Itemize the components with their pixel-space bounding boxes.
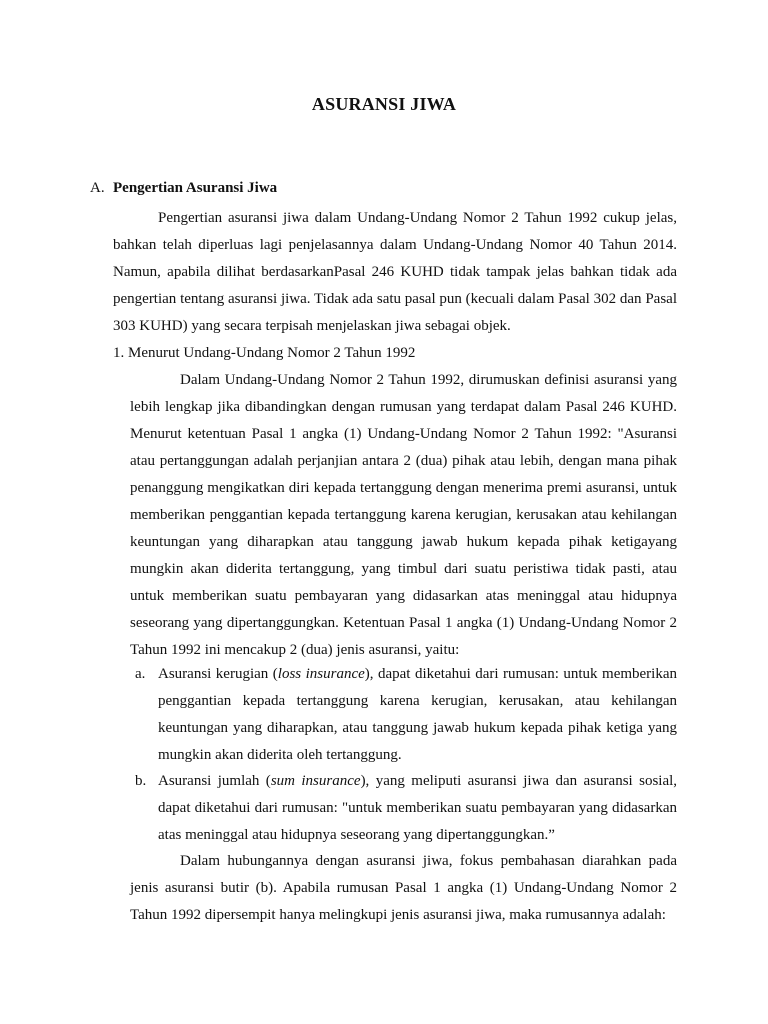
subsection-1-paragraph: Dalam Undang-Undang Nomor 2 Tahun 1992, dirumuskan definisi asuransi yang lebih lengkap jika dibandingkan dengan rumusan yang terdapat dalam Pasal 246 KUHD. Menurut ketentuan Pasal 1 angka (1) Undang-Undang Nomor 2 Tahun 1992: "Asuransi atau pertanggungan adalah perjanjian antara 2 (dua) pihak atau lebih, dengan mana pihak penanggung mengikatkan diri kepada tertanggung dengan menerima premi asuransi, untuk memberikan penggantian kepada tertanggung karena kerugian, kerusakan atau kehilangan keuntungan yang diharapkan atau tanggung jawab hukum kepada pihak ketigayang mungkin akan diderita tertanggung, yang timbul dari suatu peristiwa tidak pasti, atau untuk memberikan suatu pembayaran yang didasarkan atas meninggal atau hidupnya seseorang yang dipertanggungkan. Ketentuan Pasal 1 angka (1) Undang-Undang Nomor 2 Tahun 1992 ini mencakup 2 (dua) jenis asuransi, yaitu: bbox=[130, 372, 677, 658]
list-item-b-after: ), yang meliputi asuransi jiwa dan asuransi sosial, dapat diketahui dari rumusan: "untuk memberikan suatu pembayaran yang didasarkan atas meninggal atau hidupnya seseorang yang dipertanggungkan.” bbox=[158, 773, 678, 843]
list-item-b-before: Asuransi jumlah ( bbox=[158, 773, 271, 789]
list-item-b-emphasis: sum insurance bbox=[270, 773, 361, 789]
section-a-letter: A. bbox=[90, 180, 105, 196]
subsection-1-heading: 1. Menurut Undang-Undang Nomor 2 Tahun 1992 bbox=[113, 345, 416, 361]
list-marker-b: b. bbox=[135, 773, 147, 789]
list-item-b-text bbox=[158, 768, 677, 849]
section-a-paragraph: Pengertian asuransi jiwa dalam Undang-Undang Nomor 2 Tahun 1992 cukup jelas, bahkan telah diperluas lagi penjelasannya dalam Undang-Undang Nomor 40 Tahun 2014. Namun, apabila dilihat berdasarkanPasal 246 KUHD tidak tampak jelas bahkan tidak ada pengertian tentang asuransi jiwa. Tidak ada satu pasal pun (kecuali dalam Pasal 302 dan Pasal 303 KUHD) yang secara terpisah menjelaskan jiwa sebagai objek. bbox=[113, 210, 677, 334]
list-marker-a: a. bbox=[135, 666, 146, 682]
list-item-a-after: ), dapat diketahui dari rumusan: untuk memberikan penggantian kepada tertanggung karena kerugian, kerusakan, atau kehilangan keuntungan yang diharapkan, atau tanggung jawab hukum kepada pihak ketiga yang mungkin akan diderita oleh tertanggung. bbox=[158, 666, 677, 763]
section-a-title: Pengertian Asuransi Jiwa bbox=[113, 180, 278, 196]
list-item-a-text bbox=[158, 661, 677, 769]
list-item-a-emphasis: loss insurance bbox=[277, 666, 365, 682]
list-item-a-before: Asuransi kerugian ( bbox=[158, 666, 278, 682]
section-a-heading bbox=[90, 180, 277, 197]
document-title: ASURANSI JIWA bbox=[311, 94, 457, 114]
closing-paragraph: Dalam hubungannya dengan asuransi jiwa, fokus pembahasan diarahkan pada jenis asuransi butir (b). Apabila rumusan Pasal 1 angka (1) Undang-Undang Nomor 2 Tahun 1992 dipersempit hanya melingkupi jenis asuransi jiwa, maka rumusannya adalah: bbox=[130, 853, 677, 923]
